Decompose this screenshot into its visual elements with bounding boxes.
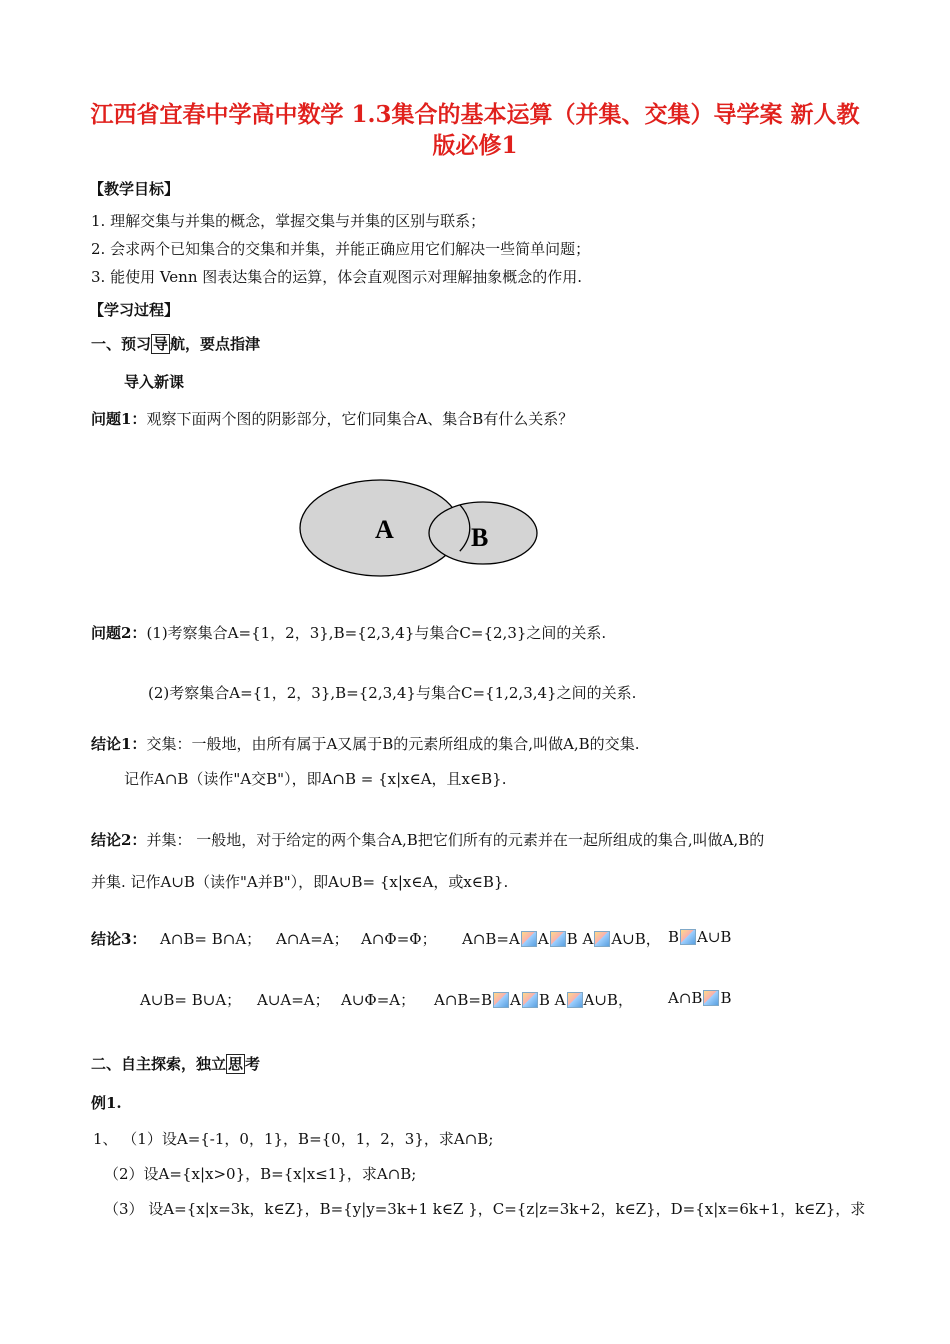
goal-item-2: 2. 会求两个已知集合的交集和并集，并能正确应用它们解决一些简单问题； [91, 240, 591, 258]
c3r1-g2: A∪B [697, 928, 732, 946]
section1-heading [91, 333, 260, 354]
section1-post: 航，要点指津 [170, 335, 261, 353]
c3r2-formula [434, 989, 633, 1010]
c3r1-item1: A∩B= B∩A； [160, 930, 262, 948]
conclusion-1-text: 交集：一般地，由所有属于A又属于B的元素所组成的集合,叫做A,B的交集. [146, 735, 640, 753]
example-label: 例1. [91, 1094, 122, 1112]
section2-heading [91, 1053, 260, 1074]
broken-image-icon [493, 992, 509, 1008]
question-2-text2: (2)考察集合A={1，2，3},B={2,3,4}与集合C={1,2,3,4}之间的关系. [148, 684, 637, 702]
c3r2-g2: B [720, 989, 732, 1007]
broken-image-icon [594, 931, 610, 947]
question-1-text: 观察下面两个图的阴影部分，它们同集合A、集合B有什么关系？ [146, 410, 574, 428]
conclusion-2 [91, 829, 764, 850]
c3r1-formula2 [668, 928, 731, 946]
c3r2-item3: A∪Φ=A； [341, 991, 416, 1009]
venn-label-b: B [471, 523, 489, 552]
conclusion-3-row1 [91, 928, 146, 949]
section1-pre: 一、预习 [91, 335, 152, 353]
venn-label-a: A [375, 515, 394, 544]
conclusion-2-text: 并集： 一般地，对于给定的两个集合A,B把它们所有的元素并在一起所组成的集合,叫做A,B的 [146, 831, 765, 849]
broken-image-icon [522, 992, 538, 1008]
section2-post: 考 [245, 1055, 261, 1073]
intro-heading: 导入新课 [124, 373, 185, 391]
c3r1-formula [462, 928, 661, 949]
conclusion-1 [91, 733, 639, 754]
conclusion-2-label: 结论2： [91, 831, 147, 849]
conclusion-1-label: 结论1： [91, 735, 147, 753]
c3r2-f5: A∪B， [583, 991, 633, 1009]
c3r1-item3: A∩Φ=Φ； [361, 930, 437, 948]
c3r1-f2: A [537, 930, 549, 948]
broken-image-icon [567, 992, 583, 1008]
c3r2-item1: A∪B= B∪A； [140, 991, 242, 1009]
question-2-text1: (1)考察集合A={1，2，3},B={2,3,4}与集合C={2,3}之间的关系. [146, 624, 607, 642]
question-2-label: 问题2： [91, 624, 147, 642]
c3r1-f1: A∩B=A [462, 930, 520, 948]
goal-item-1: 1. 理解交集与并集的概念，掌握交集与并集的区别与联系； [91, 212, 486, 230]
section2-pre: 二、自主探索，独立 [91, 1055, 227, 1073]
question-1 [91, 408, 573, 429]
c3r1-f4: A [582, 930, 594, 948]
example-item-2: （2）设A={x|x>0}，B={x|x≤1}，求A∩B; [104, 1165, 417, 1183]
example-item-1: 1、 （1）设A={-1，0，1}，B={0，1，2，3}，求A∩B; [93, 1130, 494, 1148]
c3r2-formula2 [668, 989, 731, 1007]
conclusion-2-text2: 并集. 记作A∪B（读作"A并B"），即A∪B= {x|x∈A，或x∈B}. [91, 873, 509, 891]
page-title-line2: 版必修1 [432, 132, 518, 159]
example-item-3: （3） 设A={x|x=3k，k∈Z}，B={y|y=3k+1 k∈Z }，C={z|z=3k+2，k∈Z}，D={x|x=6k+1，k∈Z}，求 [104, 1200, 866, 1218]
page-title-line1: 江西省宜春中学高中数学 1.3集合的基本运算（并集、交集）导学案 新人教 [90, 101, 860, 128]
broken-image-icon [521, 931, 537, 947]
c3r1-f5: A∪B， [611, 930, 661, 948]
section2-boxed-char: 思 [228, 1055, 244, 1073]
broken-image-icon [703, 990, 719, 1006]
conclusion-1-notation: 记作A∩B（读作"A交B"），即A∩B = {x|x∈A，且x∈B}. [124, 770, 507, 788]
c3r1-f3: B [566, 930, 578, 948]
c3r2-f3: B [538, 991, 550, 1009]
c3r2-f2: A [510, 991, 521, 1009]
c3r1-g1: B [668, 928, 680, 946]
c3r1-item2: A∩A=A； [276, 930, 349, 948]
broken-image-icon [680, 929, 696, 945]
conclusion-3-label: 结论3： [91, 930, 147, 948]
venn-diagram [295, 478, 545, 583]
question-2 [91, 622, 606, 643]
goal-item-3: 3. 能使用 Venn 图表达集合的运算，体会直观图示对理解抽象概念的作用. [91, 268, 583, 286]
question-1-label: 问题1： [91, 410, 147, 428]
section1-boxed-char: 导 [153, 335, 169, 353]
goals-heading: 【教学目标】 [89, 180, 180, 198]
c3r2-f4: A [554, 991, 566, 1009]
c3r2-f1: A∩B=B [434, 991, 493, 1009]
c3r2-g1: A∩B [668, 989, 703, 1007]
process-heading: 【学习过程】 [89, 301, 180, 319]
broken-image-icon [550, 931, 566, 947]
c3r2-item2: A∪A=A； [257, 991, 330, 1009]
